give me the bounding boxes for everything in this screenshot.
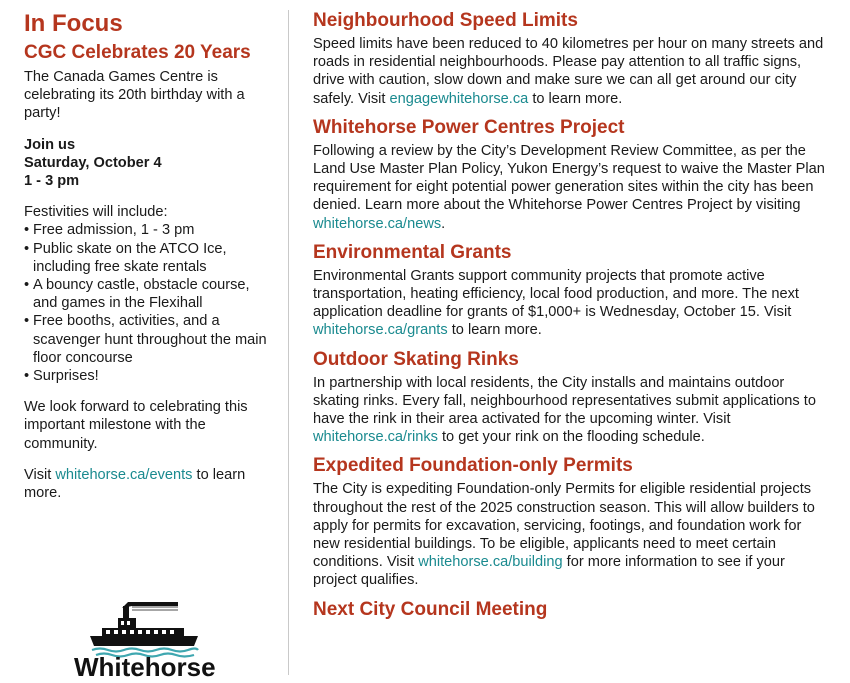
- section-body: The City is expediting Foundation-only Permits for eligible residential projects throughout the rest of the 2025 construction season. This will allow builders to apply for permits for excavation, servicing, footings, and foundation work for new residential buildings. To be eligible, applicants need to meet certain conditions. Visit whitehorse.ca/building for more information to see if your project qualifies.: [313, 481, 815, 589]
- event-details: [24, 136, 272, 191]
- section-title: Outdoor Skating Rinks: [313, 348, 519, 370]
- grants-link[interactable]: whitehorse.ca/grants: [313, 322, 448, 339]
- news-section-skating-rinks: [313, 347, 831, 447]
- section-title: Next City Council Meeting: [313, 598, 548, 620]
- event-date: Saturday, October 4: [24, 154, 162, 171]
- festivities-intro: Festivities will include:: [24, 204, 168, 221]
- news-section-foundation-permits: [313, 453, 831, 589]
- cgc-heading: CGC Celebrates 20 Years: [24, 42, 251, 63]
- section-body: Environmental Grants support community projects that promote active transportation, heating efficiency, local food production, and more. The next application deadline for grants of $1,000+ is Wednesday, October 15. Visit whitehorse.ca/grants to learn more.: [313, 267, 799, 339]
- news-link[interactable]: whitehorse.ca/news: [313, 215, 442, 232]
- whitehorse-wordmark: Whitehorse: [74, 652, 216, 682]
- section-title: Neighbourhood Speed Limits: [313, 10, 578, 31]
- column-divider: [288, 10, 289, 675]
- news-section-environmental-grants: [313, 240, 831, 340]
- closing-text: We look forward to celebrating this important milestone with the community.: [24, 399, 248, 452]
- list-item: • Free booths, activities, and a scavenger hunt throughout the main floor concourse: [24, 313, 267, 366]
- in-focus-column: [24, 8, 272, 515]
- rinks-link[interactable]: whitehorse.ca/rinks: [313, 429, 438, 446]
- news-section-power-centres: [313, 115, 831, 233]
- section-title: Expedited Foundation-only Permits: [313, 455, 633, 477]
- news-section-speed-limits: [313, 8, 831, 108]
- cgc-intro: The Canada Games Centre is celebrating its 20th birthday with a party!: [24, 69, 245, 122]
- news-section-council-meeting: [313, 597, 831, 623]
- list-item: • Surprises!: [24, 368, 99, 385]
- list-item: • Public skate on the ATCO Ice, including free skate rentals: [24, 240, 227, 275]
- section-body: Following a review by the City’s Development Review Committee, as per the Land Use Master Plan Policy, Yukon Energy’s request to waive the Master Plan requirement for eight potential power generation sites within the city has been denied. Learn more about the Whitehorse Power Centres Project by visiting whitehorse.ca/news.: [313, 142, 825, 232]
- news-column: [313, 8, 831, 630]
- section-title: Environmental Grants: [313, 241, 512, 263]
- visit-events: Visit whitehorse.ca/events to learn more.: [24, 466, 246, 502]
- in-focus-title: In Focus: [24, 10, 123, 37]
- section-title: Whitehorse Power Centres Project: [313, 116, 625, 138]
- events-link[interactable]: whitehorse.ca/events: [55, 466, 193, 483]
- building-link[interactable]: whitehorse.ca/building: [418, 554, 563, 571]
- join-us-line: Join us: [24, 136, 76, 153]
- list-item: • Free admission, 1 - 3 pm: [24, 222, 195, 239]
- event-time: 1 - 3 pm: [24, 173, 80, 190]
- list-item: • A bouncy castle, obstacle course, and games in the Flexihall: [24, 277, 250, 312]
- section-body: In partnership with local residents, the City installs and maintains outdoor skating rinks. Every fall, neighbourhood representatives submit applications to have the rink in their area activated for the upcoming winter. Visit whitehorse.ca/rinks to get your rink on the flooding schedule.: [313, 374, 816, 446]
- festivities-list: [24, 221, 272, 385]
- engage-link[interactable]: engagewhitehorse.ca: [389, 90, 529, 107]
- section-body: Speed limits have been reduced to 40 kilometres per hour on many streets and roads in residential neighbourhoods. Please pay attention to all traffic signs, drive with caution, slow down and make sure we can all get around our city safely. Visit engagewhitehorse.ca to learn more.: [313, 36, 824, 107]
